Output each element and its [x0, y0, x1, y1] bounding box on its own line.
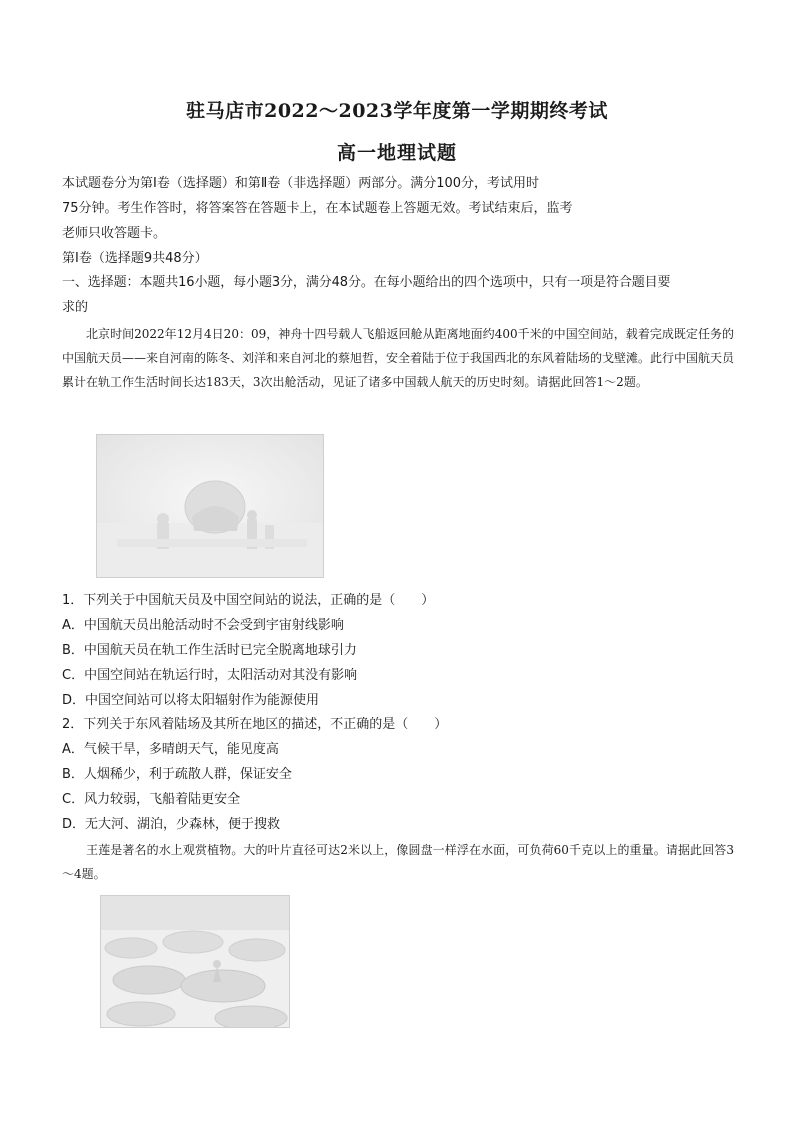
question-1-option-c: C．中国空间站在轨运行时，太阳活动对其没有影响	[62, 668, 358, 683]
question-1-option-d: D．中国空间站可以将太阳辐射作为能源使用	[62, 693, 320, 708]
intro-line-1: 本试题卷分为第Ⅰ卷（选择题）和第Ⅱ卷（非选择题）两部分。满分100分，考试用时	[62, 176, 540, 191]
intro-line-3: 老师只收答题卡。	[62, 226, 167, 241]
section-heading: 第Ⅰ卷（选择题9共48分）	[62, 251, 208, 266]
water-lily-photo	[100, 895, 290, 1028]
question-2-option-c: C．风力较弱，飞船着陆更安全	[62, 792, 241, 807]
question-2-stem: 2．下列关于东风着陆场及其所在地区的描述，不正确的是（ ）	[62, 717, 448, 732]
question-2-option-a: A．气候干旱，多晴朗天气，能见度高	[62, 742, 279, 757]
question-1-stem: 1．下列关于中国航天员及中国空间站的说法，正确的是（ ）	[62, 593, 435, 608]
question-1-option-b: B．中国航天员在轨工作生活时已完全脱离地球引力	[62, 643, 357, 658]
question-2-option-b: B．人烟稀少，利于疏散人群，保证安全	[62, 767, 292, 782]
exam-subtitle: 高一地理试题	[336, 142, 457, 164]
question-2-option-d: D．无大河、湖泊，少森林，便于搜救	[62, 817, 281, 832]
instruction-line-2: 求的	[62, 300, 89, 315]
passage-2-text: 王莲是著名的水上观赏植物。大的叶片直径可达2米以上，像圆盘一样浮在水面，可负荷60千克以上的重量。请据此回答3～4题。	[62, 843, 734, 881]
water-lily-illustration	[101, 896, 289, 1027]
instruction-line-1: 一、选择题：本题共16小题，每小题3分，满分48分。在每小题给出的四个选项中，只有一项是符合题目要	[62, 275, 671, 290]
capsule-landing-photo	[96, 434, 324, 578]
intro-line-2: 75分钟。考生作答时，将答案答在答题卡上，在本试题卷上答题无效。考试结束后，监考	[62, 201, 573, 216]
exam-title: 驻马店市2022～2023学年度第一学期期终考试	[186, 100, 608, 122]
passage-1-text: 北京时间2022年12月4日20：09，神舟十四号载人飞船返回舱从距离地面约400千米的中国空间站，载着完成既定任务的中国航天员——来自河南的陈冬、刘洋和来自河北的蔡旭哲，安全着陆于位于我国西北的东风着陆场的戈壁滩。此行中国航天员累计在轨工作生活时间长达183天，3次出舱活动，见证了诸多中国载人航天的历史时刻。请据此回答1～2题。	[62, 327, 735, 389]
question-1-option-a: A．中国航天员出舱活动时不会受到宇宙射线影响	[62, 618, 344, 633]
capsule-landing-illustration	[97, 435, 323, 577]
passage-1	[62, 322, 734, 394]
passage-2	[62, 838, 734, 886]
